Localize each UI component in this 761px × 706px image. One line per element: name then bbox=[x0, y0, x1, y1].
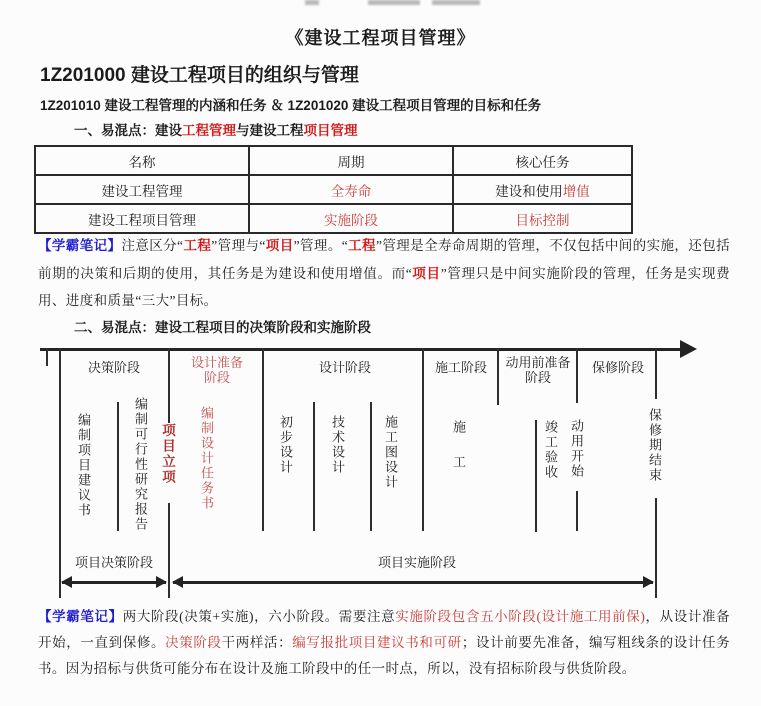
stage-item-construction-drawing: 施工图设计 bbox=[383, 415, 398, 490]
divider-line bbox=[59, 348, 61, 598]
divider-line bbox=[422, 348, 424, 531]
stage-item-project-proposal: 编制项目建议书 bbox=[76, 413, 91, 518]
milestone-use-start: 动用开始 bbox=[569, 419, 584, 479]
phase-label-decision: 决策阶段 bbox=[87, 360, 140, 375]
timeline-arrow-icon bbox=[680, 340, 697, 358]
divider-line bbox=[168, 503, 170, 598]
phase-label-pre-use-prep: 动用前准备阶段 bbox=[505, 355, 571, 385]
phase-label-design: 设计阶段 bbox=[318, 360, 371, 375]
page-top-artifact bbox=[305, 0, 319, 5]
divider-line bbox=[313, 402, 315, 531]
divider-line bbox=[576, 491, 578, 531]
divider-line bbox=[262, 348, 264, 531]
phase-diagram bbox=[40, 333, 705, 603]
comparison-table bbox=[34, 145, 633, 234]
implementation-phase-range-arrow bbox=[173, 581, 653, 584]
table-cell-period: 全寿命 bbox=[249, 175, 453, 204]
divider-line bbox=[370, 402, 372, 531]
subsection-heading: 1Z201010 建设工程管理的内涵和任务 ＆ 1Z201020 建设工程项目管理的目标和任务 bbox=[40, 98, 542, 113]
milestone-warranty-end: 保修期结束 bbox=[647, 408, 662, 483]
stage-item-construction: 施工 bbox=[451, 420, 466, 490]
stage-item-technical-design: 技术设计 bbox=[330, 415, 345, 475]
divider-line bbox=[168, 348, 170, 423]
page-top-artifact bbox=[368, 0, 420, 5]
phase-label-warranty: 保修阶段 bbox=[591, 360, 644, 375]
table-cell-task: 目标控制 bbox=[453, 204, 632, 233]
confusion-point-2: 二、易混点：建设工程项目的决策阶段和实施阶段 bbox=[74, 320, 371, 335]
table-cell-task: 建设和使用增值 bbox=[453, 175, 632, 204]
stage-item-completion-acceptance: 竣工验收 bbox=[543, 420, 558, 480]
bottom-label-decision-phase: 项目决策阶段 bbox=[74, 555, 153, 570]
divider-line bbox=[576, 348, 578, 403]
table-cell-name: 建设工程管理 bbox=[35, 175, 249, 204]
page-top-artifact bbox=[432, 0, 480, 5]
study-note-1 bbox=[38, 232, 730, 315]
table-header-name: 名称 bbox=[35, 146, 249, 175]
divider-line bbox=[497, 348, 499, 405]
divider-line bbox=[655, 348, 657, 399]
confusion-point-1: 一、易混点：建设工程管理与建设工程项目管理 bbox=[74, 123, 358, 138]
table-header-row bbox=[35, 146, 632, 175]
phase-label-design-prep: 设计准备阶段 bbox=[190, 355, 243, 385]
stage-item-preliminary-design: 初步设计 bbox=[278, 415, 293, 475]
section-heading: 1Z201000 建设工程项目的组织与管理 bbox=[40, 65, 359, 86]
divider-line bbox=[117, 402, 119, 531]
table-cell-period: 实施阶段 bbox=[249, 204, 453, 233]
page-title: 《建设工程项目管理》 bbox=[285, 28, 476, 48]
note-label: 【学霸笔记】 bbox=[38, 609, 123, 624]
note-text: 两大阶段(决策+实施)，六小阶段。需要注意实施阶段包含五小阶段(设计施工用前保)，从设计准备开始，一直到保修。决策阶段干两样活：编写报批项目建议书和可研；设计前要先准备，编写粗线条的设计任务书。因为招标与供货可能分布在设计及施工阶段中的任一时点，所以，没有招标阶段与供货阶段。 bbox=[38, 609, 731, 676]
phase-label-construction: 施工阶段 bbox=[434, 360, 487, 375]
divider-line bbox=[535, 420, 537, 532]
study-note-2 bbox=[38, 604, 730, 682]
table-row bbox=[35, 204, 632, 233]
divider-line bbox=[46, 348, 48, 366]
note-label: 【学霸笔记】 bbox=[38, 238, 122, 253]
table-cell-name: 建设工程项目管理 bbox=[35, 204, 249, 233]
milestone-project-approval: 项目立项 bbox=[160, 423, 175, 485]
divider-line bbox=[655, 498, 657, 598]
stage-item-feasibility-study: 编制可行性研究报告 bbox=[133, 397, 148, 532]
stage-item-design-brief: 编制设计任务书 bbox=[199, 406, 214, 511]
table-row bbox=[35, 175, 632, 204]
bottom-label-implementation-phase: 项目实施阶段 bbox=[377, 555, 456, 570]
timeline-axis bbox=[40, 348, 682, 351]
table-header-task: 核心任务 bbox=[453, 146, 632, 175]
note-text: 注意区分“工程”管理与“项目”管理。“工程”管理是全寿命周期的管理，不仅包括中间的实施，还包括前期的决策和后期的使用，其任务是为建设和使用增值。而“项目”管理只是中间实施阶段的管理，任务是实现费用、进度和质量“三大”目标。 bbox=[38, 238, 730, 308]
decision-phase-range-arrow bbox=[62, 581, 166, 584]
table-header-period: 周期 bbox=[249, 146, 453, 175]
